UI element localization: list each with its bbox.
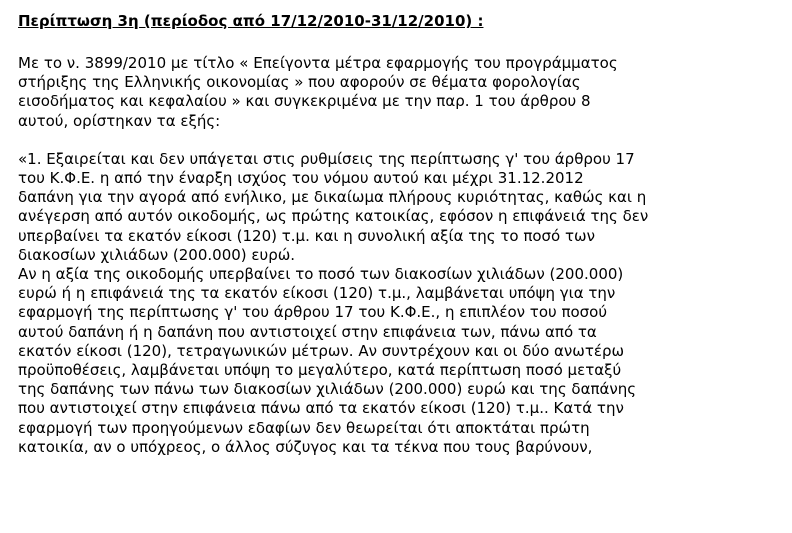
paragraph-line: εισοδήματος και κεφαλαίου » και συγκεκριμένα με την παρ. 1 του άρθρου 8 xyxy=(18,92,591,111)
paragraph-line: Με το ν. 3899/2010 με τίτλο « Επείγοντα μέτρα εφαρμογής του προγράμματος xyxy=(18,54,618,72)
quoted-article-paragraph xyxy=(18,150,778,457)
paragraph-line: ευρώ ή η επιφάνειά της τα εκατόν είκοσι (120) τ.μ., λαμβάνεται υπόψη για την xyxy=(18,284,616,303)
paragraph-line: «1. Εξαιρείται και δεν υπάγεται στις ρυθμίσεις της περίπτωσης γ' του άρθρου 17 xyxy=(18,149,635,168)
intro-paragraph xyxy=(18,54,778,131)
paragraph-line: υπερβαίνει τα εκατόν είκοσι (120) τ.μ. και η συνολική αξία της το ποσό των xyxy=(18,226,595,245)
paragraph-spacer xyxy=(18,131,778,150)
document-page xyxy=(18,12,778,457)
paragraph-line: εκατόν είκοσι (120), τετραγωνικών μέτρων. Αν συντρέχουν και οι δύο ανωτέρω xyxy=(18,341,625,360)
paragraph-line: ανέγερση από αυτόν οικοδομής, ως πρώτης κατοικίας, εφόσον η επιφάνειά της δεν xyxy=(18,207,649,226)
paragraph-line: δαπάνη για την αγορά από ενήλικο, με δικαίωμα πλήρους κυριότητας, καθώς και η xyxy=(18,188,647,207)
paragraph-line: εφαρμογή της περίπτωσης γ' του άρθρου 17 του Κ.Φ.Ε., η επιπλέον του ποσού xyxy=(18,303,608,322)
paragraph-line: στήριξης της Ελληνικής οικονομίας » που αφορούν σε θέματα φορολογίας xyxy=(18,73,581,92)
section-heading: Περίπτωση 3η (περίοδος από 17/12/2010-31/12/2010) : xyxy=(18,12,484,30)
paragraph-line: εφαρμογή των προηγούμενων εδαφίων δεν θεωρείται ότι αποκτάται πρώτη xyxy=(18,418,590,437)
paragraph-line: κατοικία, αν ο υπόχρεος, ο άλλος σύζυγος και τα τέκνα που τους βαρύνουν, xyxy=(18,437,593,456)
paragraph-line: που αντιστοιχεί στην επιφάνεια πάνω από τα εκατόν είκοσι (120) τ.μ.. Κατά την xyxy=(18,399,624,418)
paragraph-line: αυτού δαπάνη ή η δαπάνη που αντιστοιχεί στην επιφάνεια των, πάνω από τα xyxy=(18,322,597,341)
paragraph-line: του Κ.Φ.Ε. η από την έναρξη ισχύος του νόμου αυτού και μέχρι 31.12.2012 xyxy=(18,169,584,188)
paragraph-line: διακοσίων χιλιάδων (200.000) ευρώ. xyxy=(18,245,296,264)
paragraph-line: της δαπάνης των πάνω των διακοσίων χιλιάδων (200.000) ευρώ και της δαπάνης xyxy=(18,380,637,399)
paragraph-line: αυτού, ορίστηκαν τα εξής: xyxy=(18,111,221,130)
paragraph-line: προϋποθέσεις, λαμβάνεται υπόψη το μεγαλύτερο, κατά περίπτωση ποσό μεταξύ xyxy=(18,361,622,380)
paragraph-line: Αν η αξία της οικοδομής υπερβαίνει το ποσό των διακοσίων χιλιάδων (200.000) xyxy=(18,265,624,284)
